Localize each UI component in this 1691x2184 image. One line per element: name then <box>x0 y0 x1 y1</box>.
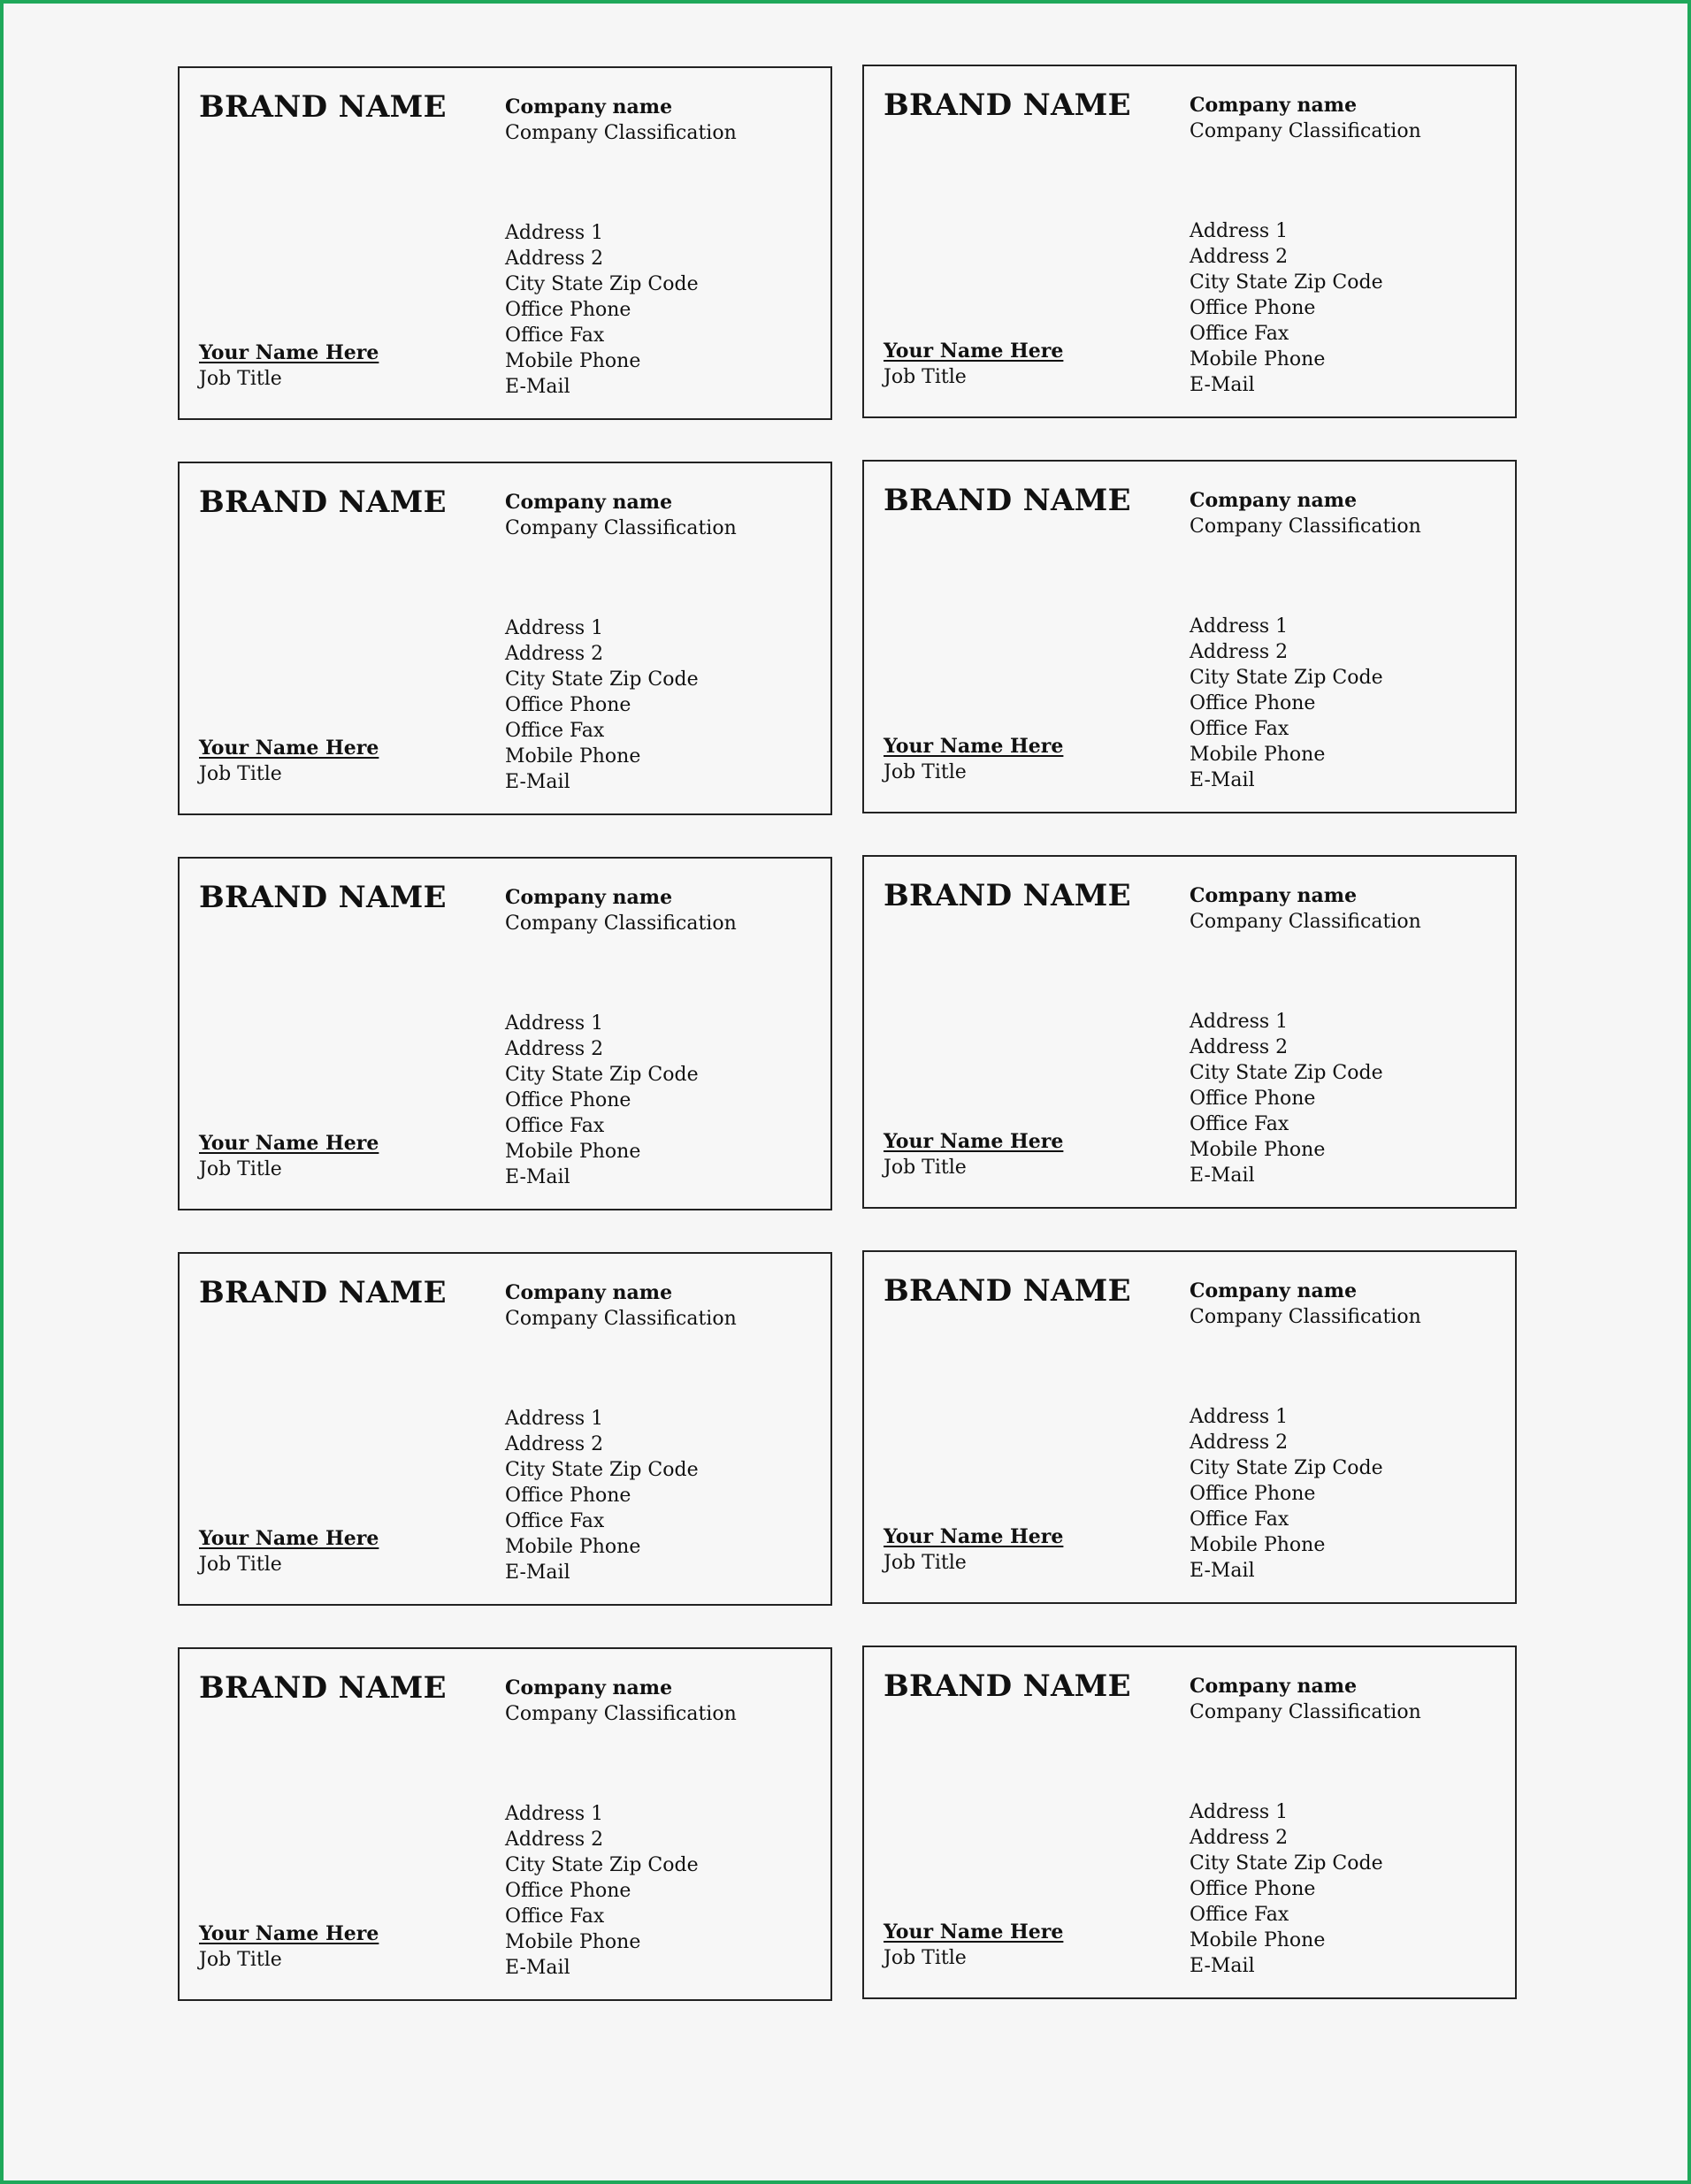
email: E-Mail <box>505 771 570 793</box>
person-name: Your Name Here <box>884 1525 1064 1548</box>
person-info <box>199 340 379 392</box>
person-name: Your Name Here <box>884 1130 1064 1153</box>
address-line-1: Address 1 <box>505 1012 604 1035</box>
email: E-Mail <box>505 1562 570 1584</box>
brand-name: BRAND NAME <box>199 89 447 125</box>
business-card-r2-c1 <box>178 462 832 815</box>
office-fax: Office Fax <box>1190 718 1289 740</box>
email: E-Mail <box>1190 1955 1255 1977</box>
brand-name: BRAND NAME <box>884 1669 1131 1704</box>
office-phone: Office Phone <box>1190 297 1316 319</box>
company-info <box>1190 1674 1421 1725</box>
mobile-phone: Mobile Phone <box>505 1536 641 1558</box>
city-state-zip: City State Zip Code <box>1190 667 1383 689</box>
email: E-Mail <box>1190 1165 1255 1187</box>
mobile-phone: Mobile Phone <box>505 1931 641 1953</box>
business-card-r3-c1 <box>178 857 832 1210</box>
company-name: Company name <box>505 491 673 514</box>
person-name: Your Name Here <box>884 735 1064 758</box>
company-info <box>505 490 737 541</box>
person-info <box>884 734 1063 785</box>
email: E-Mail <box>1190 374 1255 396</box>
company-name: Company name <box>505 1676 673 1699</box>
company-classification: Company Classification <box>1190 911 1421 933</box>
company-info <box>505 1676 737 1727</box>
city-state-zip: City State Zip Code <box>505 1459 699 1481</box>
office-fax: Office Fax <box>1190 1904 1289 1926</box>
company-info <box>1190 883 1421 935</box>
company-classification: Company Classification <box>505 913 737 935</box>
address-line-1: Address 1 <box>1190 220 1289 242</box>
company-info <box>505 1280 737 1332</box>
city-state-zip: City State Zip Code <box>505 273 699 295</box>
office-fax: Office Fax <box>505 1905 605 1928</box>
mobile-phone: Mobile Phone <box>1190 1929 1326 1951</box>
person-name: Your Name Here <box>884 1921 1064 1943</box>
business-card-r4-c2 <box>862 1250 1517 1604</box>
address-line-1: Address 1 <box>1190 1406 1289 1428</box>
office-fax: Office Fax <box>505 1510 605 1532</box>
address-line-2: Address 2 <box>1190 1036 1289 1058</box>
job-title: Job Title <box>884 366 967 388</box>
email: E-Mail <box>505 376 570 398</box>
address-line-1: Address 1 <box>505 222 604 244</box>
company-classification: Company Classification <box>505 1308 737 1330</box>
person-name: Your Name Here <box>199 1922 379 1945</box>
address-line-2: Address 2 <box>505 643 604 665</box>
contact-details <box>1190 1404 1383 1584</box>
mobile-phone: Mobile Phone <box>505 350 641 372</box>
company-name: Company name <box>505 1281 673 1304</box>
contact-details <box>505 1011 699 1190</box>
person-info <box>884 1524 1063 1576</box>
person-info <box>199 1526 379 1577</box>
company-classification: Company Classification <box>1190 1306 1421 1328</box>
contact-details <box>505 1801 699 1981</box>
company-name: Company name <box>1190 94 1358 117</box>
mobile-phone: Mobile Phone <box>1190 744 1326 766</box>
address-line-1: Address 1 <box>1190 1011 1289 1033</box>
contact-details <box>505 615 699 795</box>
address-line-2: Address 2 <box>1190 641 1289 663</box>
job-title: Job Title <box>199 763 282 785</box>
job-title: Job Title <box>199 1158 282 1180</box>
brand-name: BRAND NAME <box>199 1670 447 1706</box>
office-phone: Office Phone <box>1190 1483 1316 1505</box>
address-line-2: Address 2 <box>1190 246 1289 268</box>
company-classification: Company Classification <box>505 122 737 144</box>
company-classification: Company Classification <box>1190 120 1421 142</box>
person-info <box>199 1921 379 1973</box>
company-name: Company name <box>1190 1675 1358 1698</box>
city-state-zip: City State Zip Code <box>1190 271 1383 294</box>
email: E-Mail <box>505 1166 570 1188</box>
office-fax: Office Fax <box>505 720 605 742</box>
job-title: Job Title <box>199 1554 282 1576</box>
person-name: Your Name Here <box>199 1132 379 1155</box>
business-card-r1-c1 <box>178 66 832 420</box>
address-line-2: Address 2 <box>1190 1432 1289 1454</box>
office-phone: Office Phone <box>1190 692 1316 714</box>
brand-name: BRAND NAME <box>199 880 447 915</box>
office-phone: Office Phone <box>505 1880 631 1902</box>
mobile-phone: Mobile Phone <box>1190 348 1326 370</box>
job-title: Job Title <box>199 1949 282 1971</box>
company-info <box>1190 93 1421 144</box>
mobile-phone: Mobile Phone <box>1190 1139 1326 1161</box>
job-title: Job Title <box>884 1157 967 1179</box>
address-line-1: Address 1 <box>505 1803 604 1825</box>
business-card-r5-c2 <box>862 1646 1517 1999</box>
person-name: Your Name Here <box>199 737 379 760</box>
company-info <box>1190 1279 1421 1330</box>
city-state-zip: City State Zip Code <box>505 668 699 691</box>
office-fax: Office Fax <box>1190 1113 1289 1135</box>
contact-details <box>1190 1799 1383 1979</box>
office-fax: Office Fax <box>1190 323 1289 345</box>
address-line-2: Address 2 <box>505 1829 604 1851</box>
company-name: Company name <box>1190 884 1358 907</box>
company-classification: Company Classification <box>1190 1701 1421 1723</box>
company-info <box>505 885 737 936</box>
city-state-zip: City State Zip Code <box>1190 1062 1383 1084</box>
company-info <box>1190 488 1421 539</box>
address-line-1: Address 1 <box>505 1408 604 1430</box>
brand-name: BRAND NAME <box>884 1273 1131 1309</box>
business-card-r3-c2 <box>862 855 1517 1209</box>
email: E-Mail <box>1190 769 1255 791</box>
office-phone: Office Phone <box>505 694 631 716</box>
contact-details <box>1190 218 1383 398</box>
brand-name: BRAND NAME <box>199 485 447 520</box>
business-card-r4-c1 <box>178 1252 832 1606</box>
mobile-phone: Mobile Phone <box>505 745 641 767</box>
business-card-r2-c2 <box>862 460 1517 813</box>
mobile-phone: Mobile Phone <box>505 1141 641 1163</box>
job-title: Job Title <box>199 368 282 390</box>
office-fax: Office Fax <box>505 325 605 347</box>
person-info <box>199 736 379 787</box>
address-line-2: Address 2 <box>505 248 604 270</box>
brand-name: BRAND NAME <box>884 88 1131 123</box>
company-classification: Company Classification <box>505 1703 737 1725</box>
company-name: Company name <box>505 886 673 909</box>
person-info <box>884 1129 1063 1180</box>
person-name: Your Name Here <box>199 1527 379 1550</box>
address-line-1: Address 1 <box>1190 1801 1289 1823</box>
person-info <box>884 1920 1063 1971</box>
business-card-r5-c1 <box>178 1647 832 2001</box>
job-title: Job Title <box>884 1947 967 1969</box>
email: E-Mail <box>505 1957 570 1979</box>
brand-name: BRAND NAME <box>199 1275 447 1310</box>
mobile-phone: Mobile Phone <box>1190 1534 1326 1556</box>
person-info <box>884 339 1063 390</box>
office-phone: Office Phone <box>505 1089 631 1111</box>
address-line-1: Address 1 <box>1190 615 1289 638</box>
email: E-Mail <box>1190 1560 1255 1582</box>
city-state-zip: City State Zip Code <box>505 1064 699 1086</box>
person-name: Your Name Here <box>884 340 1064 363</box>
office-phone: Office Phone <box>505 1485 631 1507</box>
person-info <box>199 1131 379 1182</box>
contact-details <box>1190 614 1383 793</box>
office-fax: Office Fax <box>505 1115 605 1137</box>
company-name: Company name <box>1190 1279 1358 1302</box>
company-classification: Company Classification <box>505 517 737 539</box>
brand-name: BRAND NAME <box>884 483 1131 518</box>
office-phone: Office Phone <box>1190 1088 1316 1110</box>
job-title: Job Title <box>884 761 967 783</box>
office-phone: Office Phone <box>505 299 631 321</box>
city-state-zip: City State Zip Code <box>1190 1457 1383 1479</box>
person-name: Your Name Here <box>199 341 379 364</box>
address-line-2: Address 2 <box>505 1433 604 1455</box>
address-line-2: Address 2 <box>505 1038 604 1060</box>
address-line-1: Address 1 <box>505 617 604 639</box>
company-name: Company name <box>1190 489 1358 512</box>
company-info <box>505 95 737 146</box>
contact-details <box>1190 1009 1383 1188</box>
contact-details <box>505 220 699 400</box>
city-state-zip: City State Zip Code <box>505 1854 699 1876</box>
company-name: Company name <box>505 95 673 118</box>
office-fax: Office Fax <box>1190 1508 1289 1531</box>
address-line-2: Address 2 <box>1190 1827 1289 1849</box>
contact-details <box>505 1406 699 1585</box>
city-state-zip: City State Zip Code <box>1190 1852 1383 1875</box>
business-card-r1-c2 <box>862 65 1517 418</box>
company-classification: Company Classification <box>1190 515 1421 538</box>
brand-name: BRAND NAME <box>884 878 1131 913</box>
office-phone: Office Phone <box>1190 1878 1316 1900</box>
job-title: Job Title <box>884 1552 967 1574</box>
